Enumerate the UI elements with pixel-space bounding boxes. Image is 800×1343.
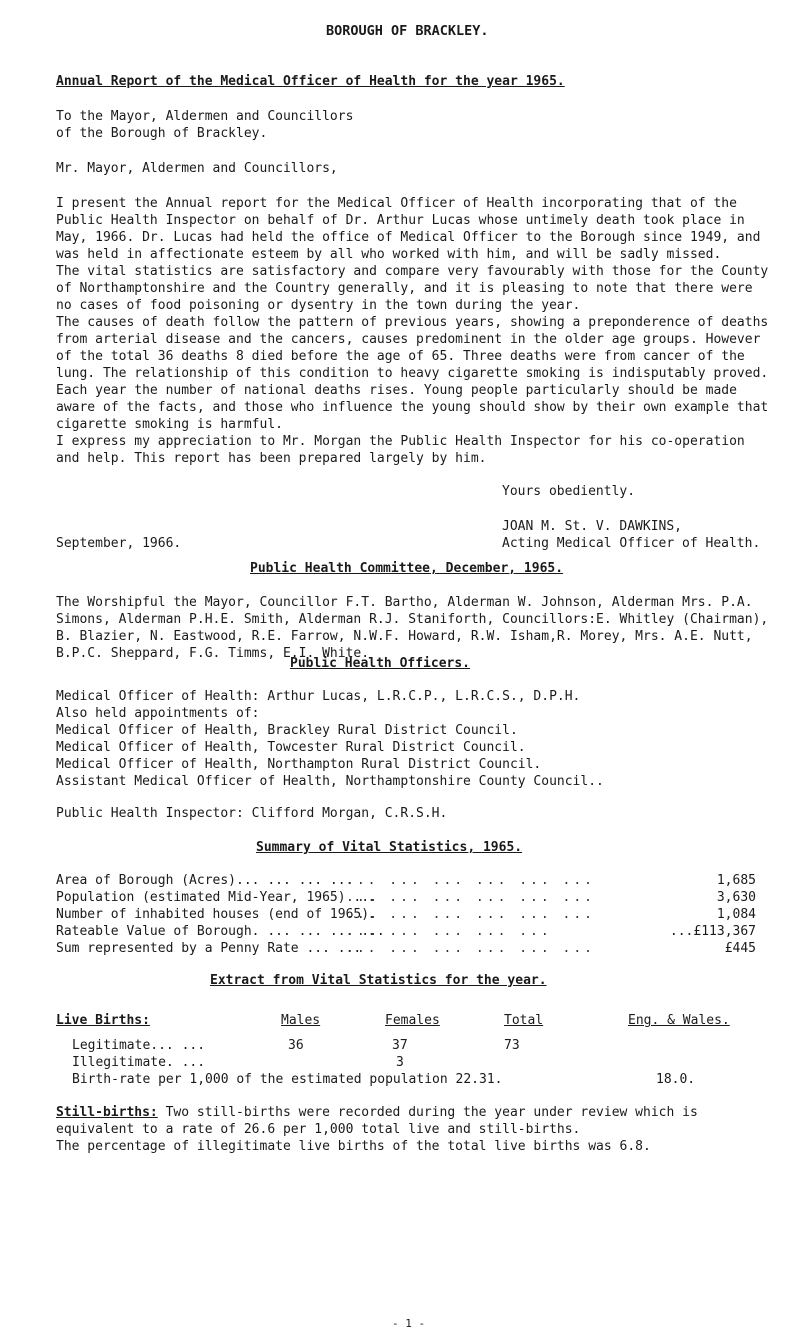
legitimate-total: 73 <box>504 1038 520 1053</box>
summary-dots: ... ... ... ... ... <box>346 924 552 939</box>
summary-label: Number of inhabited houses (end of 1965). <box>56 907 377 922</box>
page-title: BOROUGH OF BRACKLEY. <box>326 23 489 39</box>
summary-label: Population (estimated Mid-Year, 1965) ... <box>56 890 377 905</box>
col-eng-wales: Eng. & Wales. <box>628 1013 730 1028</box>
birth-rate-label: Birth-rate per 1,000 of the estimated population 22.31. <box>72 1072 503 1087</box>
appointments-intro: Also held appointments of: <box>56 706 260 721</box>
summary-label: Sum represented by a Penny Rate ... ... <box>56 941 362 956</box>
committee-heading: Public Health Committee, December, 1965. <box>250 561 564 576</box>
stillbirths-label: Still-births: <box>56 1105 158 1120</box>
birth-rate-row <box>56 1071 756 1089</box>
summary-row <box>56 940 756 958</box>
summary-value: £445 <box>724 941 756 956</box>
body-paragraph-4: I express my appreciation to Mr. Morgan the Public Health Inspector for his co-operation and help. This report has been prepared largely by him. <box>56 434 745 466</box>
summary-dots: ... ... ... ... ... ... <box>346 941 596 956</box>
illegitimate-females: 3 <box>396 1055 404 1070</box>
live-births-label: Live Births: <box>56 1013 150 1028</box>
body-paragraph-1: I present the Annual report for the Medical Officer of Health incorporating that of the Public Health Inspector on behalf of Dr. Arthur Lucas whose untimely death took place in May, 1966. Dr. Lucas had held the office of Medical Officer to the Borough since 1949, and was held in affectionate esteem by all who worked with him, and will be sadly missed. <box>56 196 761 262</box>
stillbirths-paragraph <box>56 1104 776 1138</box>
summary-dots: ... ... ... ... ... ... <box>346 907 596 922</box>
illegitimate-label: Illegitimate. ... <box>72 1055 206 1070</box>
legitimate-females: 37 <box>392 1038 408 1053</box>
address-line-2: of the Borough of Brackley. <box>56 126 268 141</box>
phi-line: Public Health Inspector: Clifford Morgan, C.R.S.H. <box>56 806 448 821</box>
body-paragraph-3: The causes of death follow the pattern of previous years, showing a preponderence of deaths from arterial disease and the cancers, causes predominent in the older age groups. However of the total 36 deaths 8 died before the age of 65. Three deaths were from cancer of the lung. The relationship of this condition to heavy cigarette smoking is indisputably proved. Each year the number of national deaths rises. Young people particularly should be made aware of the facts, and those who influence the young should show by their own example that cigarette smoking is harmful. <box>56 315 769 432</box>
appointment-item: Medical Officer of Health, Brackley Rural District Council. <box>56 723 518 738</box>
summary-row <box>56 872 756 890</box>
legitimate-males: 36 <box>288 1038 304 1053</box>
col-females: Females <box>385 1013 440 1028</box>
page-number: - 1 - <box>392 1317 426 1330</box>
summary-value: 3,630 <box>716 890 756 905</box>
summary-row <box>56 906 756 924</box>
appointment-item: Medical Officer of Health, Towcester Rural District Council. <box>56 740 526 755</box>
summary-value: ...£113,367 <box>669 924 756 939</box>
col-total: Total <box>504 1013 544 1028</box>
signature-date: September, 1966. <box>56 536 182 551</box>
signature-name: JOAN M. St. V. DAWKINS, <box>502 519 683 534</box>
address-line-1: To the Mayor, Aldermen and Councillors <box>56 109 354 124</box>
summary-dots: ... ... ... ... ... ... <box>346 873 596 888</box>
col-males: Males <box>281 1013 321 1028</box>
births-row-illegitimate <box>56 1054 756 1072</box>
stillbirths-text: Two still-births were recorded during the year under review which is equivalent to a rate of 26.6 per 1,000 total live and still-births. <box>56 1105 698 1137</box>
summary-value: 1,685 <box>716 873 756 888</box>
appointment-item: Assistant Medical Officer of Health, Northamptonshire County Council.. <box>56 774 604 789</box>
births-row-legitimate <box>56 1037 756 1055</box>
legitimate-label: Legitimate... ... <box>72 1038 206 1053</box>
summary-label: Rateable Value of Borough. ... ... ... ... <box>56 924 385 939</box>
births-header-row <box>56 1012 756 1030</box>
report-subtitle: Annual Report of the Medical Officer of Health for the year 1965. <box>56 74 565 89</box>
summary-heading: Summary of Vital Statistics, 1965. <box>256 840 523 855</box>
summary-label: Area of Borough (Acres)... ... ... ... <box>56 873 354 888</box>
extract-heading: Extract from Vital Statistics for the year. <box>210 973 547 988</box>
summary-dots: ... ... ... ... ... ... <box>346 890 596 905</box>
appointment-item: Medical Officer of Health, Northampton Rural District Council. <box>56 757 542 772</box>
committee-members: The Worshipful the Mayor, Councillor F.T. Bartho, Alderman W. Johnson, Alderman Mrs. P.A. Simons, Alderman P.H.E. Smith, Alderman R.J. Staniforth, Councillors:E. Whitley (Chairman), B. Blazier, N. Eastwood, R.E. Farrow, N.W.F. Howard, R.W. Isham,R. Morey, Mrs. A.E. Nutt, B.P.C. Sheppard, F.G. Timms, E.I. White. <box>56 595 769 661</box>
salutation: Mr. Mayor, Aldermen and Councillors, <box>56 161 338 176</box>
illegitimate-percentage: The percentage of illegitimate live births of the total live births was 6.8. <box>56 1139 651 1154</box>
signature-role: Acting Medical Officer of Health. <box>502 536 761 551</box>
body-paragraph-2: The vital statistics are satisfactory and compare very favourably with those for the County of Northamptonshire and the Country generally, and it is pleasing to note that there were no cases of food poisoning or dysentry in the town during the year. <box>56 264 769 313</box>
summary-row <box>56 889 756 907</box>
summary-value: 1,084 <box>716 907 756 922</box>
officers-heading: Public Health Officers. <box>290 656 471 671</box>
summary-row <box>56 923 756 941</box>
moh-line: Medical Officer of Health: Arthur Lucas, L.R.C.P., L.R.C.S., D.P.H. <box>56 689 581 704</box>
signature-closing: Yours obediently. <box>502 484 636 499</box>
birth-rate-eng-wales: 18.0. <box>656 1072 696 1087</box>
